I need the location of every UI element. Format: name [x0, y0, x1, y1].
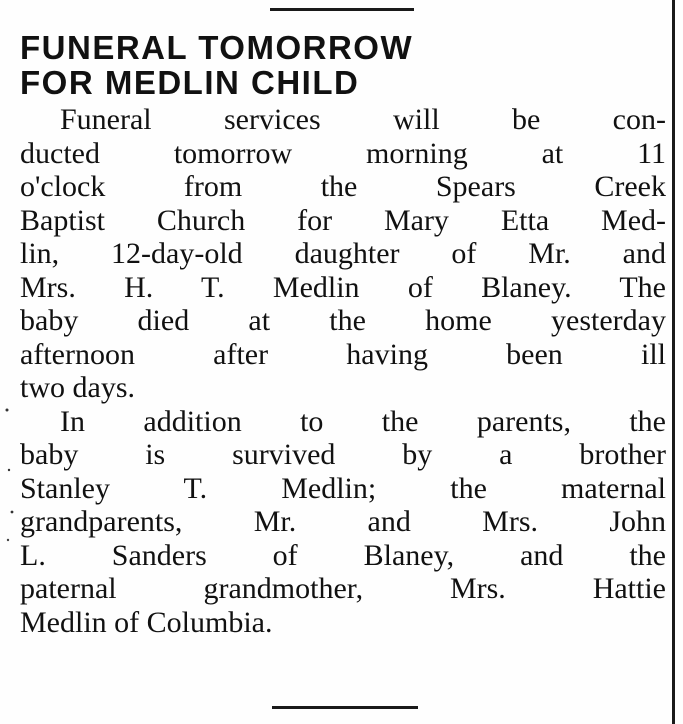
body-line: grandparents, Mr. and Mrs. John [20, 505, 666, 538]
body-line: lin, 12-day-old daughter of Mr. and [20, 237, 666, 270]
headline-line-1: FUNERAL TOMORROW [20, 29, 414, 66]
body-line: Stanley T. Medlin; the maternal [20, 471, 666, 505]
ink-speck [8, 469, 10, 471]
ink-speck [6, 409, 9, 412]
body-line: Medlin of Columbia. [20, 605, 273, 639]
ink-speck [7, 539, 9, 541]
body-line: ducted tomorrow morning at 11 [20, 136, 666, 170]
body-line: In addition to the parents, the [60, 404, 666, 438]
body-line: two days. [20, 371, 135, 404]
body-line: baby died at the home yesterday [20, 304, 666, 337]
body-line: afternoon after having been ill [20, 337, 666, 371]
body-line: Baptist Church for Mary Etta Med- [20, 203, 666, 237]
bottom-divider-rule [272, 706, 418, 709]
body-line: paternal grandmother, Mrs. Hattie [20, 572, 666, 605]
body-line: baby is survived by a brother [20, 438, 666, 471]
body-line: Funeral services will be con- [60, 103, 666, 136]
ink-speck [11, 511, 14, 514]
body-line: o'clock from the Spears Creek [20, 170, 666, 203]
body-line: L. Sanders of Blaney, and the [20, 538, 666, 572]
headline-line-2: FOR MEDLIN CHILD [20, 64, 360, 101]
body-line: Mrs. H. T. Medlin of Blaney. The [20, 270, 666, 304]
